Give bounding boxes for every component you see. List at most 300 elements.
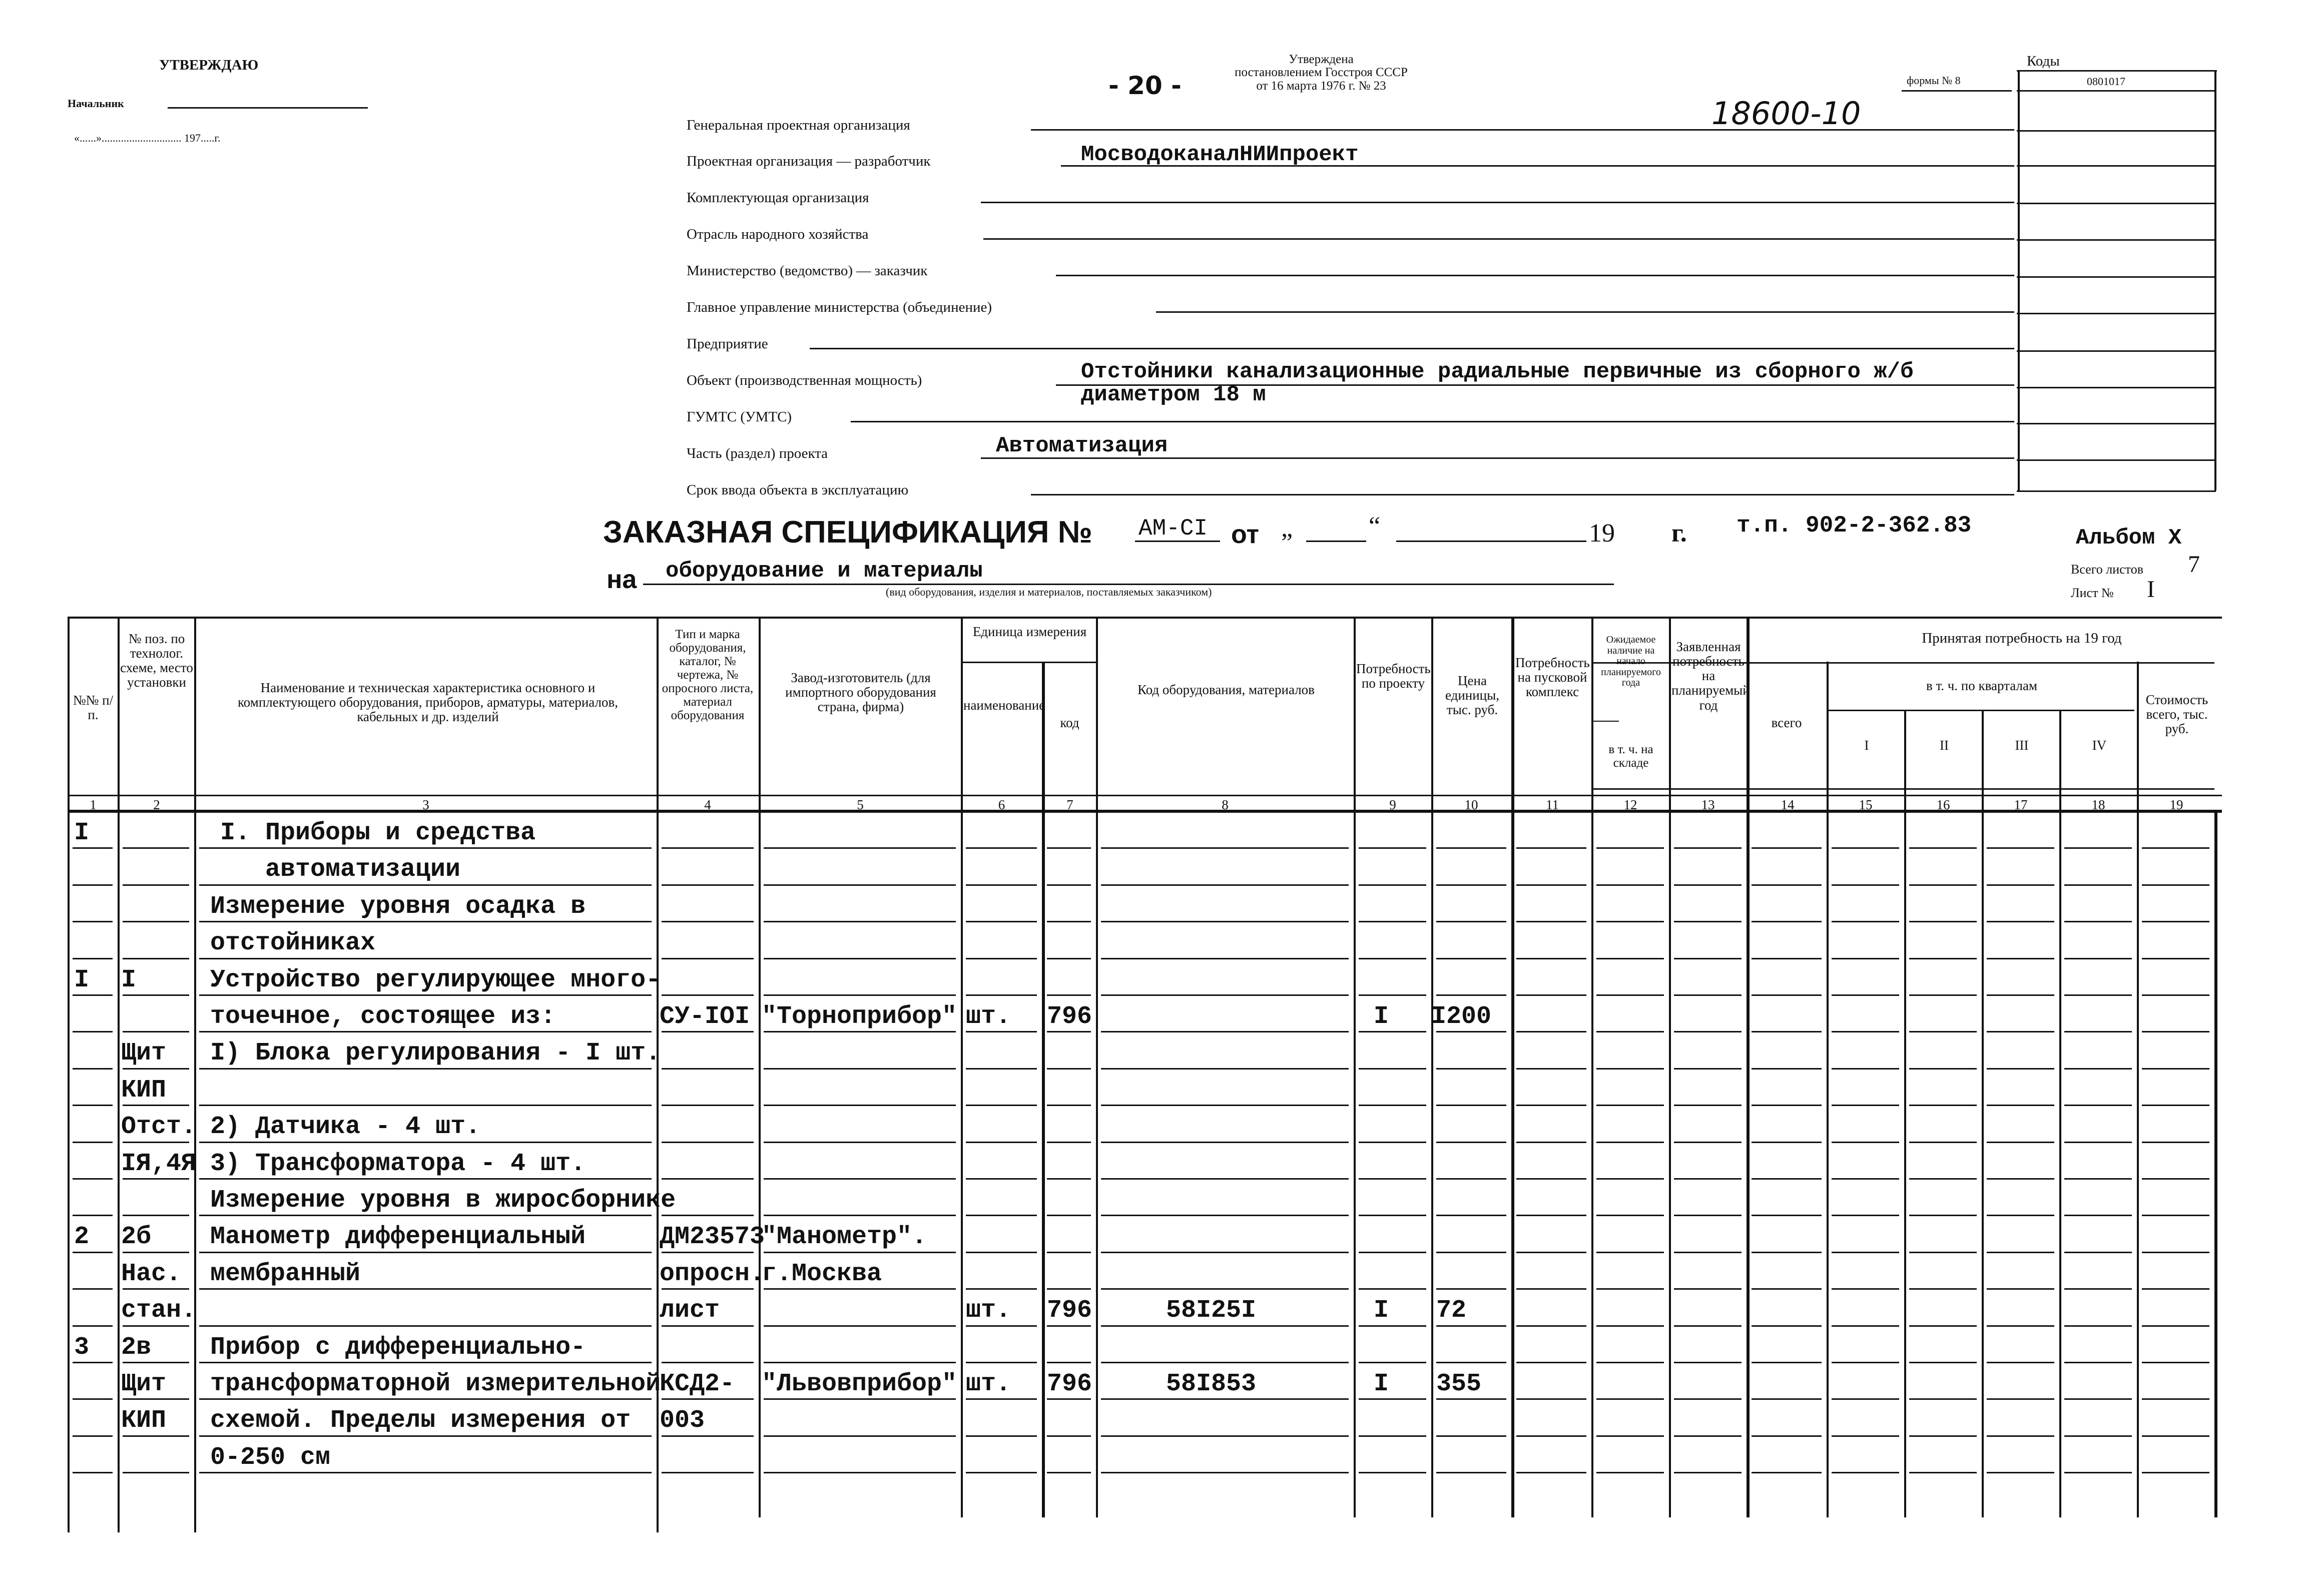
col-border bbox=[1431, 617, 1433, 1517]
row-rule bbox=[1674, 921, 1742, 922]
row-rule bbox=[1987, 1031, 2054, 1032]
row-rule bbox=[1516, 1215, 1586, 1216]
row-rule bbox=[123, 1398, 189, 1400]
spec-for-label: на bbox=[607, 565, 637, 594]
row-rule bbox=[1596, 1362, 1664, 1363]
row-rule bbox=[1596, 1068, 1664, 1070]
row-rule bbox=[966, 994, 1037, 996]
row-rule bbox=[1987, 1142, 2054, 1143]
row-rule bbox=[1516, 994, 1586, 996]
col-border bbox=[1096, 617, 1098, 1517]
cell-c8: 58I25I bbox=[1166, 1296, 1257, 1325]
row-rule bbox=[1596, 921, 1664, 922]
row-rule bbox=[1359, 1288, 1426, 1290]
cell-c3: мембранный bbox=[210, 1259, 361, 1288]
field-line-main-dept bbox=[1156, 311, 2014, 313]
row-rule bbox=[1832, 958, 1899, 959]
spec-from-label: от bbox=[1231, 520, 1259, 549]
codes-top-line bbox=[2017, 70, 2217, 72]
spec-number: АМ-СI bbox=[1138, 515, 1208, 542]
row-rule bbox=[73, 1325, 113, 1327]
cell-c2: Отст. bbox=[121, 1113, 197, 1142]
row-rule bbox=[1516, 1435, 1586, 1437]
field-line-industry bbox=[983, 238, 2014, 240]
header-col-15: I bbox=[1864, 738, 1869, 753]
spec-for-line bbox=[643, 584, 1614, 585]
cell-c1: I bbox=[74, 965, 90, 994]
row-rule bbox=[1596, 958, 1664, 959]
chief-signature-line bbox=[168, 107, 368, 109]
row-rule bbox=[1752, 1142, 1822, 1143]
row-rule bbox=[1987, 1398, 2054, 1400]
row-rule bbox=[199, 1472, 652, 1473]
col-border bbox=[2137, 662, 2139, 1517]
row-rule bbox=[123, 1178, 189, 1180]
row-rule bbox=[1101, 1031, 1349, 1032]
cell-c4: опросн. bbox=[660, 1259, 765, 1288]
row-rule bbox=[73, 921, 113, 922]
codes-row-line bbox=[2017, 387, 2216, 388]
row-rule bbox=[662, 1142, 754, 1143]
row-rule bbox=[1047, 1068, 1091, 1070]
row-rule bbox=[1987, 994, 2054, 996]
header-quarters: в т. ч. по кварталам bbox=[1926, 678, 2038, 693]
row-rule bbox=[1987, 1435, 2054, 1437]
row-rule bbox=[1832, 1398, 1899, 1400]
row-rule bbox=[2064, 1031, 2132, 1032]
row-rule bbox=[1436, 1435, 1506, 1437]
row-rule bbox=[2142, 884, 2209, 886]
row-rule bbox=[764, 1325, 956, 1327]
row-rule bbox=[662, 1105, 754, 1106]
row-rule bbox=[1752, 1252, 1822, 1253]
row-rule bbox=[1101, 1472, 1349, 1473]
row-rule bbox=[1359, 1031, 1426, 1032]
col-number: 6 bbox=[998, 797, 1005, 812]
cell-c5: "Львовприбор" bbox=[762, 1370, 957, 1398]
col-border bbox=[1354, 617, 1356, 1517]
row-rule bbox=[1436, 994, 1506, 996]
row-rule bbox=[1436, 1031, 1506, 1032]
page-number: - 20 - bbox=[1108, 71, 1182, 100]
row-rule bbox=[966, 1068, 1037, 1070]
row-rule bbox=[1047, 1142, 1091, 1143]
row-rule bbox=[1101, 1068, 1349, 1070]
row-rule bbox=[1752, 1215, 1822, 1216]
row-rule bbox=[662, 1325, 754, 1327]
col-number: 3 bbox=[422, 797, 429, 812]
row-rule bbox=[1987, 847, 2054, 849]
row-rule bbox=[2142, 1288, 2209, 1290]
row-rule bbox=[1674, 1105, 1742, 1106]
row-rule bbox=[1436, 958, 1506, 959]
codes-row-line bbox=[2017, 276, 2216, 278]
cell-c4: КСД2- bbox=[660, 1370, 735, 1398]
row-rule bbox=[1909, 1362, 1977, 1363]
row-rule bbox=[1596, 1288, 1664, 1290]
row-rule bbox=[1832, 1215, 1899, 1216]
row-rule bbox=[1516, 1031, 1586, 1032]
cell-c5: "Торноприбор" bbox=[762, 1002, 957, 1031]
field-line-ministry bbox=[1056, 275, 2014, 276]
row-rule bbox=[1909, 1105, 1977, 1106]
row-rule bbox=[1101, 1288, 1349, 1290]
codes-form-label: формы № 8 bbox=[1907, 74, 1961, 87]
row-rule bbox=[1987, 1288, 2054, 1290]
row-rule bbox=[123, 1142, 189, 1143]
cell-c2: Щит bbox=[121, 1039, 167, 1068]
row-rule bbox=[1752, 1472, 1822, 1473]
row-rule bbox=[662, 1472, 754, 1473]
cell-c3: I) Блока регулирования - I шт. bbox=[210, 1039, 661, 1068]
row-rule bbox=[1596, 1252, 1664, 1253]
row-rule bbox=[1596, 1105, 1664, 1106]
row-rule bbox=[73, 1068, 113, 1070]
row-rule bbox=[73, 1398, 113, 1400]
col-number: 9 bbox=[1389, 797, 1396, 812]
row-rule bbox=[199, 847, 652, 849]
row-rule bbox=[2064, 994, 2132, 996]
row-rule bbox=[199, 1215, 652, 1216]
field-label-design-org: Проектная организация — разработчик bbox=[687, 153, 931, 169]
row-rule bbox=[1101, 1252, 1349, 1253]
row-rule bbox=[764, 1288, 956, 1290]
row-rule bbox=[1987, 958, 2054, 959]
cell-c2: IЯ,4Я bbox=[121, 1149, 197, 1178]
row-rule bbox=[1359, 958, 1426, 959]
header-col-12: Ожидаемое наличие на начало планируемого года bbox=[1601, 634, 1661, 689]
row-rule bbox=[1596, 1031, 1664, 1032]
field-label-object: Объект (производственная мощность) bbox=[687, 372, 922, 388]
approval-date-line: «......»............................. 197.....г. bbox=[74, 132, 221, 144]
row-rule bbox=[1047, 1398, 1091, 1400]
header-col-8: Код оборудования, материалов bbox=[1137, 682, 1315, 697]
row-rule bbox=[1674, 1252, 1742, 1253]
row-rule bbox=[2064, 884, 2132, 886]
row-rule bbox=[1674, 1398, 1742, 1400]
row-rule bbox=[73, 1031, 113, 1032]
row-rule bbox=[966, 1105, 1037, 1106]
row-rule bbox=[1359, 1398, 1426, 1400]
row-rule bbox=[966, 1288, 1037, 1290]
col-border bbox=[1591, 617, 1593, 1517]
col-border bbox=[118, 617, 120, 1532]
row-rule bbox=[764, 958, 956, 959]
field-label-commission-date: Срок ввода объекта в эксплуатацию bbox=[687, 482, 909, 498]
codes-form-underline bbox=[1902, 90, 2012, 92]
row-rule bbox=[1832, 1105, 1899, 1106]
cell-c7: 796 bbox=[1047, 1370, 1092, 1398]
cell-c6: шт. bbox=[966, 1370, 1011, 1398]
row-rule bbox=[1596, 1472, 1664, 1473]
row-rule bbox=[1359, 921, 1426, 922]
row-rule bbox=[1674, 1362, 1742, 1363]
cell-c3: 3) Трансформатора - 4 шт. bbox=[210, 1149, 586, 1178]
row-rule bbox=[1101, 1435, 1349, 1437]
row-rule bbox=[1436, 1068, 1506, 1070]
row-rule bbox=[2064, 1252, 2132, 1253]
header-col-11: Потребность на пусковой комплекс bbox=[1515, 655, 1590, 700]
row-rule bbox=[764, 1215, 956, 1216]
row-rule bbox=[1674, 1288, 1742, 1290]
row-rule bbox=[1436, 1252, 1506, 1253]
row-rule bbox=[199, 1288, 652, 1290]
row-rule bbox=[123, 1105, 189, 1106]
row-rule bbox=[1436, 921, 1506, 922]
row-rule bbox=[1832, 1252, 1899, 1253]
row-rule bbox=[1516, 1068, 1586, 1070]
row-rule bbox=[1832, 847, 1899, 849]
spec-title: ЗАКАЗНАЯ СПЕЦИФИКАЦИЯ № bbox=[603, 515, 1092, 550]
row-rule bbox=[1832, 1142, 1899, 1143]
header-col-18: IV bbox=[2092, 738, 2107, 753]
row-rule bbox=[1436, 847, 1506, 849]
row-rule bbox=[123, 1215, 189, 1216]
col-number: 17 bbox=[2014, 797, 2028, 812]
row-rule bbox=[1359, 1252, 1426, 1253]
row-rule bbox=[764, 1178, 956, 1180]
row-rule bbox=[1516, 1472, 1586, 1473]
row-rule bbox=[1516, 1178, 1586, 1180]
row-rule bbox=[1909, 884, 1977, 886]
approval-note-line: Утверждена bbox=[1289, 53, 1354, 66]
cell-c3: 2) Датчика - 4 шт. bbox=[210, 1113, 481, 1142]
cell-c3: 0-250 см bbox=[210, 1443, 331, 1472]
row-rule bbox=[1596, 1325, 1664, 1327]
cell-c5: "Манометр". bbox=[762, 1223, 927, 1252]
row-rule bbox=[1101, 1398, 1349, 1400]
cell-c2: КИП bbox=[121, 1406, 167, 1435]
row-rule bbox=[1987, 1472, 2054, 1473]
codes-right-border bbox=[2214, 70, 2216, 490]
row-rule bbox=[1596, 1398, 1664, 1400]
row-rule bbox=[1596, 1142, 1664, 1143]
row-rule bbox=[1516, 1362, 1586, 1363]
cell-c10: I200 bbox=[1431, 1002, 1492, 1031]
cell-c1: 3 bbox=[74, 1333, 90, 1362]
row-rule bbox=[1752, 847, 1822, 849]
row-rule bbox=[123, 1252, 189, 1253]
row-rule bbox=[1516, 921, 1586, 922]
row-rule bbox=[73, 1472, 113, 1473]
row-rule bbox=[1674, 1435, 1742, 1437]
row-rule bbox=[2142, 921, 2209, 922]
row-rule bbox=[1752, 1288, 1822, 1290]
cell-c2: стан. bbox=[121, 1296, 197, 1325]
row-rule bbox=[1436, 1215, 1506, 1216]
row-rule bbox=[1987, 921, 2054, 922]
cell-c2: Щит bbox=[121, 1370, 167, 1398]
row-rule bbox=[2064, 1215, 2132, 1216]
field-value-project-part: Автоматизация bbox=[996, 433, 1168, 458]
unit-header-line bbox=[961, 662, 1097, 663]
row-rule bbox=[1359, 1068, 1426, 1070]
row-rule bbox=[1674, 1325, 1742, 1327]
row-rule bbox=[2064, 1398, 2132, 1400]
cell-c3: точечное, состоящее из: bbox=[210, 1002, 556, 1031]
codes-row-line bbox=[2017, 239, 2216, 241]
row-rule bbox=[1674, 1068, 1742, 1070]
row-rule bbox=[662, 1252, 754, 1253]
row-rule bbox=[2142, 847, 2209, 849]
row-rule bbox=[199, 1362, 652, 1363]
row-rule bbox=[1832, 1031, 1899, 1032]
row-rule bbox=[1101, 1325, 1349, 1327]
cell-c4: 003 bbox=[660, 1406, 705, 1435]
header-unit: Единица измерения bbox=[972, 624, 1087, 639]
row-rule bbox=[1674, 1031, 1742, 1032]
col-number: 11 bbox=[1546, 797, 1559, 812]
cell-c3: Измерение уровня осадка в bbox=[210, 892, 586, 921]
row-rule bbox=[2064, 1068, 2132, 1070]
row-rule bbox=[1752, 1105, 1822, 1106]
spec-for-value: оборудование и материалы bbox=[666, 559, 983, 584]
row-rule bbox=[1047, 884, 1091, 886]
cell-c9: I bbox=[1374, 1002, 1389, 1031]
row-rule bbox=[1987, 1325, 2054, 1327]
row-rule bbox=[73, 958, 113, 959]
table-top-border bbox=[68, 617, 2222, 619]
row-rule bbox=[1516, 1252, 1586, 1253]
col-border bbox=[1982, 710, 1984, 1517]
header-col-14: всего bbox=[1771, 715, 1802, 730]
row-rule bbox=[1752, 958, 1822, 959]
row-rule bbox=[2142, 1252, 2209, 1253]
row-rule bbox=[2142, 1435, 2209, 1437]
row-rule bbox=[2064, 1362, 2132, 1363]
row-rule bbox=[73, 994, 113, 996]
row-rule bbox=[1909, 921, 1977, 922]
cell-c3: Измерение уровня в жиросборнике bbox=[210, 1186, 676, 1215]
field-label-project-part: Часть (раздел) проекта bbox=[687, 445, 828, 461]
codes-row-line bbox=[2017, 350, 2216, 352]
row-rule bbox=[1101, 1142, 1349, 1143]
cell-c2: 2б bbox=[121, 1223, 152, 1252]
cell-c3: Манометр дифференциальный bbox=[210, 1223, 586, 1252]
doc-number-handwritten: 18600-10 bbox=[1711, 95, 1861, 132]
col-number: 8 bbox=[1222, 797, 1229, 812]
col-number: 13 bbox=[1701, 797, 1715, 812]
cell-c6: шт. bbox=[966, 1002, 1011, 1031]
row-rule bbox=[1752, 1435, 1822, 1437]
row-rule bbox=[764, 921, 956, 922]
row-rule bbox=[1909, 1325, 1977, 1327]
row-rule bbox=[662, 847, 754, 849]
field-label-enterprise: Предприятие bbox=[687, 336, 768, 352]
cell-c9: I bbox=[1374, 1370, 1389, 1398]
col-number: 15 bbox=[1859, 797, 1873, 812]
field-label-general-org: Генеральная проектная организация bbox=[687, 117, 910, 133]
row-rule bbox=[1436, 1288, 1506, 1290]
row-rule bbox=[764, 1068, 956, 1070]
row-rule bbox=[1987, 1178, 2054, 1180]
row-rule bbox=[1359, 884, 1426, 886]
header-col-2: № поз. по технолог. схеме, место установки bbox=[120, 631, 193, 690]
header-col-4: Тип и марка оборудования, каталог, № чертежа, № опросного листа, материал оборудования bbox=[662, 628, 754, 722]
row-rule bbox=[73, 1105, 113, 1106]
row-rule bbox=[1832, 921, 1899, 922]
row-rule bbox=[1909, 1178, 1977, 1180]
row-rule bbox=[662, 958, 754, 959]
cell-c2: Нас. bbox=[121, 1259, 182, 1288]
col-border bbox=[194, 617, 196, 1532]
row-rule bbox=[1047, 958, 1091, 959]
row-rule bbox=[73, 847, 113, 849]
col-number: 16 bbox=[1936, 797, 1950, 812]
row-rule bbox=[2142, 958, 2209, 959]
field-line-general-org bbox=[1031, 129, 2014, 131]
row-rule bbox=[1516, 1142, 1586, 1143]
codes-row-line bbox=[2017, 203, 2216, 204]
row-rule bbox=[764, 1252, 956, 1253]
row-rule bbox=[1909, 1472, 1977, 1473]
row-rule bbox=[73, 1252, 113, 1253]
row-rule bbox=[123, 1068, 189, 1070]
row-rule bbox=[1047, 847, 1091, 849]
album-number: Альбом X bbox=[2076, 525, 2182, 551]
row-rule bbox=[1909, 1435, 1977, 1437]
row-rule bbox=[966, 1325, 1037, 1327]
col-border bbox=[1511, 617, 1514, 1517]
row-rule bbox=[1359, 1142, 1426, 1143]
quarters-header-line bbox=[1827, 710, 2134, 711]
header-col-10: Цена единицы, тыс. руб. bbox=[1445, 673, 1500, 718]
row-rule bbox=[1909, 1215, 1977, 1216]
row-rule bbox=[1101, 1105, 1349, 1106]
row-rule bbox=[2142, 1472, 2209, 1473]
row-rule bbox=[1516, 1105, 1586, 1106]
row-rule bbox=[1909, 1398, 1977, 1400]
row-rule bbox=[1832, 1288, 1899, 1290]
row-rule bbox=[73, 1288, 113, 1290]
row-rule bbox=[1832, 1472, 1899, 1473]
codes-row-line bbox=[2017, 459, 2216, 461]
row-rule bbox=[1047, 1325, 1091, 1327]
row-rule bbox=[1516, 1325, 1586, 1327]
row-rule bbox=[966, 1472, 1037, 1473]
row-rule bbox=[662, 921, 754, 922]
field-line-supply-org bbox=[981, 202, 2014, 203]
row-rule bbox=[1909, 847, 1977, 849]
header-col-7: код bbox=[1060, 715, 1079, 730]
spec-quote-close: “ bbox=[1369, 512, 1381, 541]
row-rule bbox=[123, 1362, 189, 1363]
row-rule bbox=[1101, 847, 1349, 849]
row-rule bbox=[1752, 884, 1822, 886]
row-rule bbox=[1101, 994, 1349, 996]
row-rule bbox=[966, 921, 1037, 922]
row-rule bbox=[1101, 1362, 1349, 1363]
row-rule bbox=[1436, 1325, 1506, 1327]
spec-year: 19 bbox=[1589, 519, 1615, 548]
row-rule bbox=[1752, 921, 1822, 922]
row-rule bbox=[1832, 1362, 1899, 1363]
row-rule bbox=[1359, 847, 1426, 849]
col-border bbox=[1669, 617, 1671, 1517]
accepted-sub-line bbox=[1591, 788, 2214, 790]
row-rule bbox=[1359, 1472, 1426, 1473]
codes-form-value: 0801017 bbox=[2087, 75, 2125, 88]
row-rule bbox=[2142, 1325, 2209, 1327]
row-rule bbox=[73, 1142, 113, 1143]
row-rule bbox=[1436, 1142, 1506, 1143]
row-rule bbox=[123, 847, 189, 849]
row-rule bbox=[1047, 1362, 1091, 1363]
row-rule bbox=[2142, 1031, 2209, 1032]
row-rule bbox=[2064, 847, 2132, 849]
row-rule bbox=[1752, 1325, 1822, 1327]
row-rule bbox=[2064, 1178, 2132, 1180]
